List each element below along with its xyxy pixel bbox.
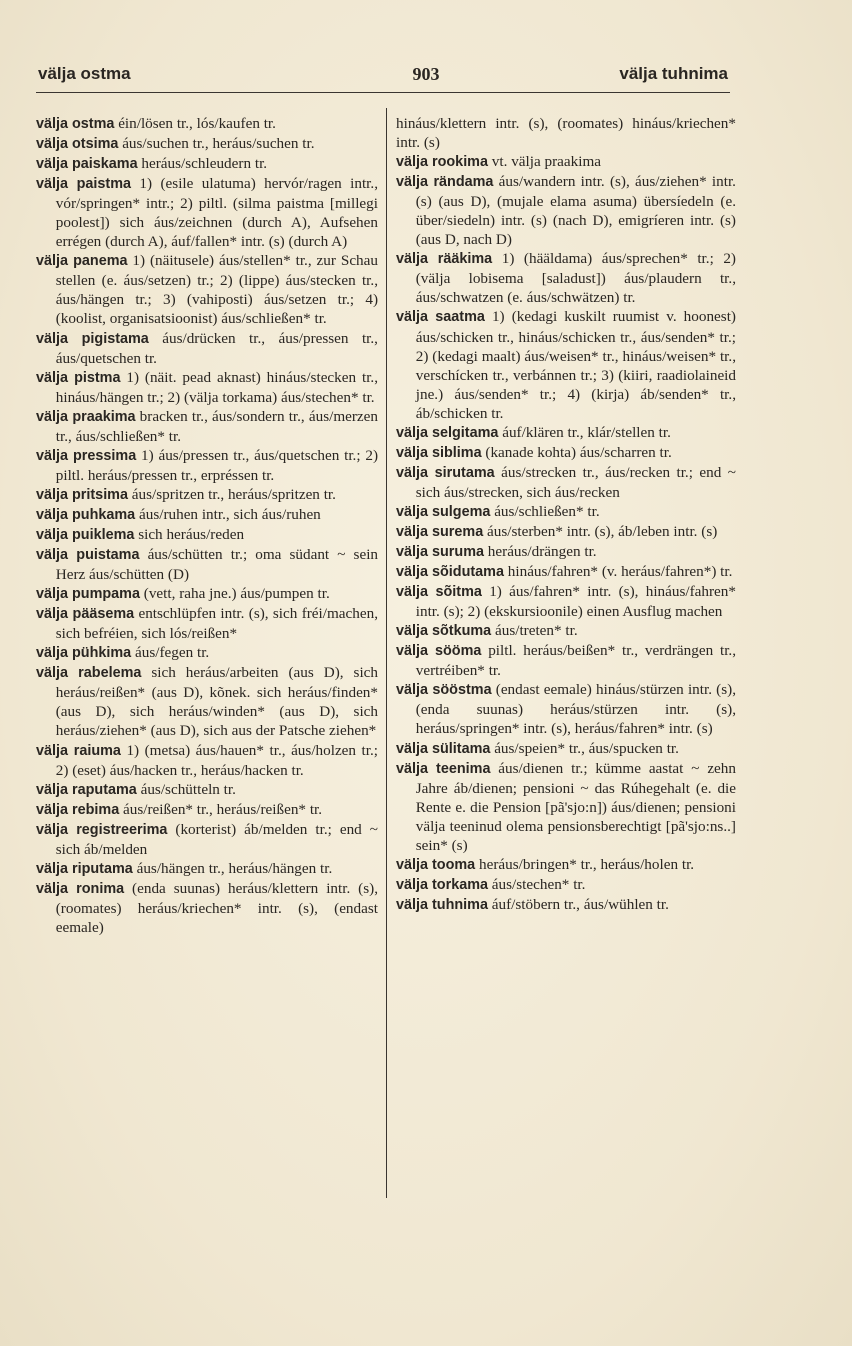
- dictionary-entry: [36, 505, 378, 525]
- dictionary-entry: [36, 604, 378, 643]
- entry-definition: áuf/klären tr., klár/stellen tr.: [498, 423, 671, 441]
- entry-headword: välja surema: [396, 523, 484, 540]
- dictionary-entry: [36, 154, 378, 174]
- entry-headword: välja pühkima: [36, 645, 132, 662]
- dictionary-entry: [36, 820, 378, 859]
- dictionary-entry: [36, 859, 378, 879]
- dictionary-entry: [36, 800, 378, 820]
- dictionary-entry: [36, 525, 378, 545]
- dictionary-entry: [396, 249, 736, 307]
- entry-definition: 1) (esile ulatuma) hervór/ragen intr., vór/springen* intr.; 2) piltl. (silma paistma [millegi poolest]) sich áus/zeichnen (durch A), Aufsehen errégen (durch A), áuf/fallen* intr. (s) (durch A): [55, 175, 378, 251]
- entry-headword: välja ronima: [36, 880, 125, 897]
- entry-definition: heráus/bringen* tr., heráus/holen tr.: [475, 855, 695, 873]
- entry-headword: välja registreerima: [36, 821, 168, 838]
- entry-headword: välja sülitama: [396, 740, 491, 757]
- dictionary-entry: [396, 463, 736, 502]
- entry-headword: välja teenima: [396, 760, 491, 777]
- dictionary-entry: [36, 545, 378, 584]
- entry-headword: välja sõidutama: [396, 564, 504, 581]
- entry-headword: välja rookima: [396, 154, 488, 171]
- dictionary-entry: [36, 879, 378, 937]
- entry-headword: välja riputama: [36, 860, 133, 877]
- entry-definition: (kanade kohta) áus/scharren tr.: [481, 443, 672, 461]
- entry-headword: välja ostma: [36, 116, 115, 132]
- entry-headword: välja selgitama: [396, 424, 499, 441]
- entry-definition: entschlüpfen intr. (s), sich fréi/machen, sich befréien, sich lós/reißen*: [55, 605, 379, 643]
- entry-definition: 1) áus/fahren* intr. (s), hináus/fahren* intr. (s); 2) (ekskursioonile) einen Ausflug machen: [415, 583, 736, 621]
- entry-headword: välja sulgema: [396, 503, 491, 520]
- entry-definition: áus/speien* tr., áus/spucken tr.: [490, 739, 679, 757]
- entry-definition: áus/schließen* tr.: [490, 502, 600, 520]
- entry-headword: välja sirutama: [396, 464, 495, 481]
- dictionary-entry: [36, 174, 378, 251]
- entry-definition: vt. välja praakima: [488, 153, 602, 171]
- entry-headword: välja pistma: [36, 369, 121, 386]
- entry-definition: áus/suchen tr., heráus/suchen tr.: [118, 135, 315, 153]
- entry-headword: välja rändama: [396, 174, 494, 191]
- entry-headword: välja paistma: [36, 176, 132, 193]
- entry-headword: välja sõitma: [396, 584, 482, 601]
- dictionary-entry: [36, 407, 378, 446]
- dictionary-entry: [396, 855, 736, 875]
- entry-headword: välja siblima: [396, 444, 482, 461]
- dictionary-entry: [396, 114, 736, 152]
- entry-headword: välja otsima: [36, 136, 119, 153]
- entry-definition: áus/schütten tr.; oma südant ~ sein Herz áus/schütten (D): [55, 546, 379, 584]
- dictionary-entry: [36, 114, 378, 134]
- dictionary-entry: [36, 584, 378, 604]
- entry-definition: áus/drücken tr., áus/pressen tr., áus/quetschen tr.: [55, 329, 378, 367]
- running-head-left: välja ostma: [38, 64, 131, 83]
- dictionary-entry: [36, 329, 378, 368]
- dictionary-entry: [396, 680, 736, 738]
- column-divider: [386, 108, 387, 1198]
- entry-headword: välja tuhnima: [396, 896, 488, 913]
- column-right: [396, 114, 736, 915]
- dictionary-entry: [36, 485, 378, 505]
- dictionary-entry: [36, 446, 378, 485]
- dictionary-entry: [396, 522, 736, 542]
- entry-definition: 1) (hääldama) áus/sprechen* tr.; 2) (välja lobisema [saladust]) áus/plaudern tr., áus/schwatzen (e. áus/schwätzen) tr.: [415, 250, 736, 307]
- entry-headword: välja puhkama: [36, 506, 136, 523]
- entry-headword: välja tooma: [396, 856, 476, 873]
- dictionary-entry: [396, 542, 736, 562]
- dictionary-entry: [36, 643, 378, 663]
- entry-definition: áus/spritzen tr., heráus/spritzen tr.: [128, 485, 336, 503]
- entry-definition: hináus/fahren* (v. heráus/fahren*) tr.: [503, 563, 733, 581]
- entry-headword: välja pigistama: [36, 330, 149, 347]
- entry-definition: áus/hängen tr., heráus/hängen tr.: [132, 859, 333, 877]
- entry-definition: sich heráus/reden: [134, 525, 245, 543]
- entry-headword: välja pritsima: [36, 486, 128, 503]
- entry-definition: 1) (metsa) áus/hauen* tr., áus/holzen tr.; 2) (eset) áus/hacken tr., heráus/hacken tr.: [55, 741, 378, 779]
- entry-headword: välja suruma: [396, 544, 484, 561]
- column-left: [36, 114, 378, 937]
- dictionary-entry: [396, 895, 736, 915]
- dictionary-entry: [396, 152, 736, 172]
- entry-headword: välja raiuma: [36, 742, 121, 759]
- entry-definition: 1) (kedagi kuskilt ruumist v. hoonest) áus/schicken tr., hináus/schicken tr., áus/senden* tr.; 2) (kedagi maalt) áus/weisen* tr., hináus/weisen* tr., verschícken tr., verbánnen tr.; 3) (kiiri, raadiolaineid jne.) áus/senden* tr.; 4) (kirja) áb/senden* tr., áb/schicken tr.: [415, 308, 736, 422]
- entry-definition: áus/fegen tr.: [131, 644, 210, 662]
- entry-headword: välja panema: [36, 253, 128, 270]
- entry-definition: heráus/drängen tr.: [484, 543, 597, 561]
- dictionary-entry: [396, 423, 736, 443]
- dictionary-entry: [396, 172, 736, 249]
- entry-headword: välja puiklema: [36, 526, 135, 543]
- entry-headword: välja torkama: [396, 876, 488, 893]
- dictionary-entry: [396, 562, 736, 582]
- entry-definition: áus/stechen* tr.: [488, 875, 586, 893]
- entry-definition: áus/reißen* tr., heráus/reißen* tr.: [119, 800, 323, 818]
- entry-definition: bracken tr., áus/sondern tr., áus/merzen tr., áus/schließen* tr.: [55, 407, 379, 445]
- entry-definition: áus/treten* tr.: [491, 622, 578, 640]
- dictionary-entry: [396, 582, 736, 621]
- dictionary-entry: [396, 621, 736, 641]
- entry-definition: 1) (näitusele) áus/stellen* tr., zur Schau stellen (e. áus/setzen) tr.; 2) (lippe) áus/stecken tr., áus/hängen tr.; 3) (vahiposti) áus/setzen tr.; 4) (koolist, organisatsioonist) áus/schließen* tr.: [55, 252, 378, 328]
- entry-definition: 1) áus/pressen tr., áus/quetschen tr.; 2) piltl. heráus/pressen tr., erpréssen tr.: [55, 446, 379, 484]
- entry-headword: välja raputama: [36, 781, 137, 798]
- entry-headword: välja rabelema: [36, 665, 142, 682]
- entry-definition: áus/sterben* intr. (s), áb/leben intr. (s): [483, 522, 718, 540]
- entry-headword: välja saatma: [396, 309, 485, 326]
- entry-headword: välja puistama: [36, 547, 140, 564]
- entry-headword: välja rääkima: [396, 251, 493, 268]
- dictionary-entry: [396, 641, 736, 680]
- entry-headword: välja sõtkuma: [396, 623, 492, 640]
- running-head-right: välja tuhnima: [619, 64, 728, 83]
- dictionary-entry: [396, 502, 736, 522]
- dictionary-entry: [396, 739, 736, 759]
- dictionary-entry: [396, 759, 736, 855]
- entry-headword: välja paiskama: [36, 156, 138, 173]
- dictionary-entry: [396, 875, 736, 895]
- entry-definition: áus/strecken tr., áus/recken tr.; end ~ sich áus/strecken, sich áus/recken: [415, 463, 736, 501]
- entry-definition: (vett, raha jne.) áus/pumpen tr.: [139, 585, 330, 603]
- entry-definition: piltl. heráus/beißen* tr., verdrängen tr., vertréiben* tr.: [415, 642, 737, 680]
- entry-definition: áus/wandern intr. (s), áus/ziehen* intr. (s) (aus D), (mujale elama asuma) übersíedeln (e. über/siedeln) intr. (s) (nach D), emigríeren intr. (s) (aus D, nach D): [415, 173, 736, 249]
- dictionary-entry: [396, 307, 736, 422]
- header-rule: [36, 92, 730, 93]
- entry-definition: éin/lösen tr., lós/kaufen tr.: [114, 115, 276, 132]
- dictionary-entry: [36, 368, 378, 407]
- entry-definition: áus/dienen tr.; kümme aastat ~ zehn Jahre áb/dienen; pensioni ~ das Rúhegehalt (e. die Rente e. die Pension [pã'sjo:n]) áus/dienen; pensioni välja teeninud olema pensionsberechtigt [pã'sjo:ns..] sein* (s): [415, 759, 736, 854]
- entry-definition: heráus/schleudern tr.: [137, 155, 268, 173]
- entry-definition: áus/schütteln tr.: [136, 780, 236, 798]
- entry-headword: välja praakima: [36, 408, 136, 425]
- dictionary-entry: [36, 134, 378, 154]
- entry-definition: áuf/stöbern tr., áus/wühlen tr.: [487, 895, 669, 913]
- entry-headword: välja pääsema: [36, 606, 135, 623]
- entry-headword: välja sööstma: [396, 682, 492, 699]
- entry-definition: (korterist) áb/melden tr.; end ~ sich áb/melden: [55, 820, 378, 858]
- entry-definition: áus/ruhen intr., sich áus/ruhen: [135, 505, 321, 523]
- entry-definition: hináus/klettern intr. (s), (roomates) hináus/kriechen* intr. (s): [396, 115, 736, 152]
- entry-definition: (endast eemale) hináus/stürzen intr. (s), (enda suunas) heráus/stürzen intr. (s), heráus/springen* intr. (s), heráus/fahren* intr. (s): [415, 681, 737, 738]
- entry-headword: välja pressima: [36, 447, 137, 464]
- dictionary-entry: [36, 780, 378, 800]
- entry-definition: 1) (näit. pead aknast) hináus/stecken tr., hináus/hängen tr.; 2) (välja torkama) áus/stechen* tr.: [55, 368, 379, 406]
- entry-definition: (enda suunas) heráus/klettern intr. (s), (roomates) heráus/kriechen* intr. (s), (endast eemale): [55, 879, 379, 936]
- entry-headword: välja rebima: [36, 801, 120, 818]
- dictionary-entry: [396, 443, 736, 463]
- entry-headword: välja sööma: [396, 643, 482, 660]
- dictionary-entry: [36, 741, 378, 780]
- dictionary-entry: [36, 663, 378, 740]
- entry-headword: välja pumpama: [36, 586, 140, 603]
- entry-definition: sich heráus/arbeiten (aus D), sich heráus/reißen* (aus D), kõnek. sich heráus/finden* (aus D), sich heráus/winden* (aus D), sich heráus/ziehen* (aus D), sich aus der Patsche ziehen*: [55, 664, 378, 740]
- page-number: 903: [412, 64, 440, 84]
- dictionary-entry: [36, 251, 378, 328]
